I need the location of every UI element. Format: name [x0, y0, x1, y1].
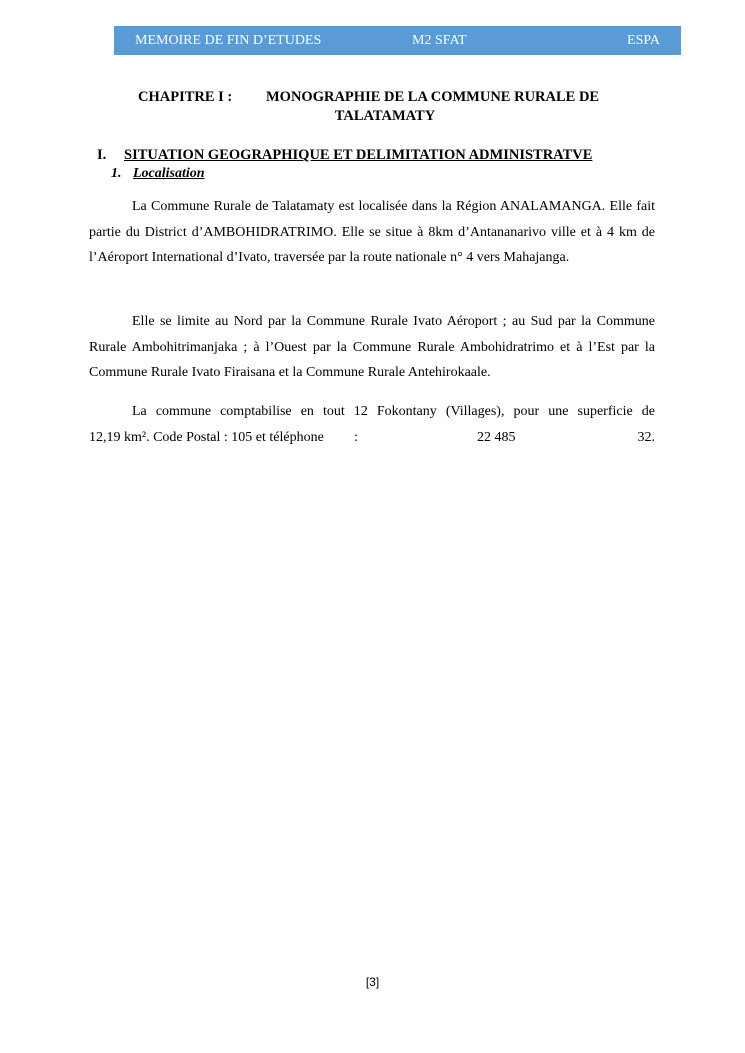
page-header [114, 26, 681, 55]
subsection-title: Localisation [133, 166, 205, 181]
page-number: [3] [365, 975, 380, 989]
section-number: I. [97, 147, 107, 163]
paragraph-fokontany-line1: La commune comptabilise en tout 12 Fokontany (Villages), pour une superficie de [132, 404, 655, 419]
paragraph-limits: Elle se limite au Nord par la Commune Rurale Ivato Aéroport ; au Sud par la Commune Rurale Ambohitrimanjaka ; à l’Ouest par la Commune Rurale Ambohidratrimo et à l’Est par la Commune Rurale Ivato Firaisana et la Commune Rurale Antehirokaale. [89, 314, 655, 381]
phone-number-part1: 22 485 [477, 430, 516, 445]
chapter-title-line1: MONOGRAPHIE DE LA COMMUNE RURALE DE [266, 89, 600, 105]
section-title: SITUATION GEOGRAPHIQUE ET DELIMITATION ADMINISTRATVE [124, 147, 593, 163]
chapter-label: CHAPITRE I : [138, 89, 233, 105]
subsection-heading [111, 166, 205, 182]
paragraph-localisation: La Commune Rurale de Talatamaty est localisée dans la Région ANALAMANGA. Elle fait partie du District d’AMBOHIDRATRIMO. Elle se situe à 8km d’Antananarivo ville et à 4 km de l’Aéroport International d’Ivato, traversée par la route nationale n° 4 vers Mahajanga. [89, 199, 655, 266]
phone-number-part2: 32. [637, 430, 655, 445]
header-left-text: MEMOIRE DE FIN D’ETUDES [135, 33, 322, 48]
chapter-title-line2: TALATAMATY [334, 108, 436, 124]
paragraph-fokontany-line2 [89, 425, 655, 451]
section-heading [97, 147, 592, 164]
phone-colon: : [354, 430, 358, 445]
postal-code-text: 12,19 km². Code Postal : 105 et téléphone [89, 430, 324, 445]
header-middle-text: M2 SFAT [412, 33, 467, 48]
header-right-text: ESPA [627, 33, 660, 48]
subsection-number: 1. [111, 166, 122, 181]
chapter-title [100, 88, 670, 126]
